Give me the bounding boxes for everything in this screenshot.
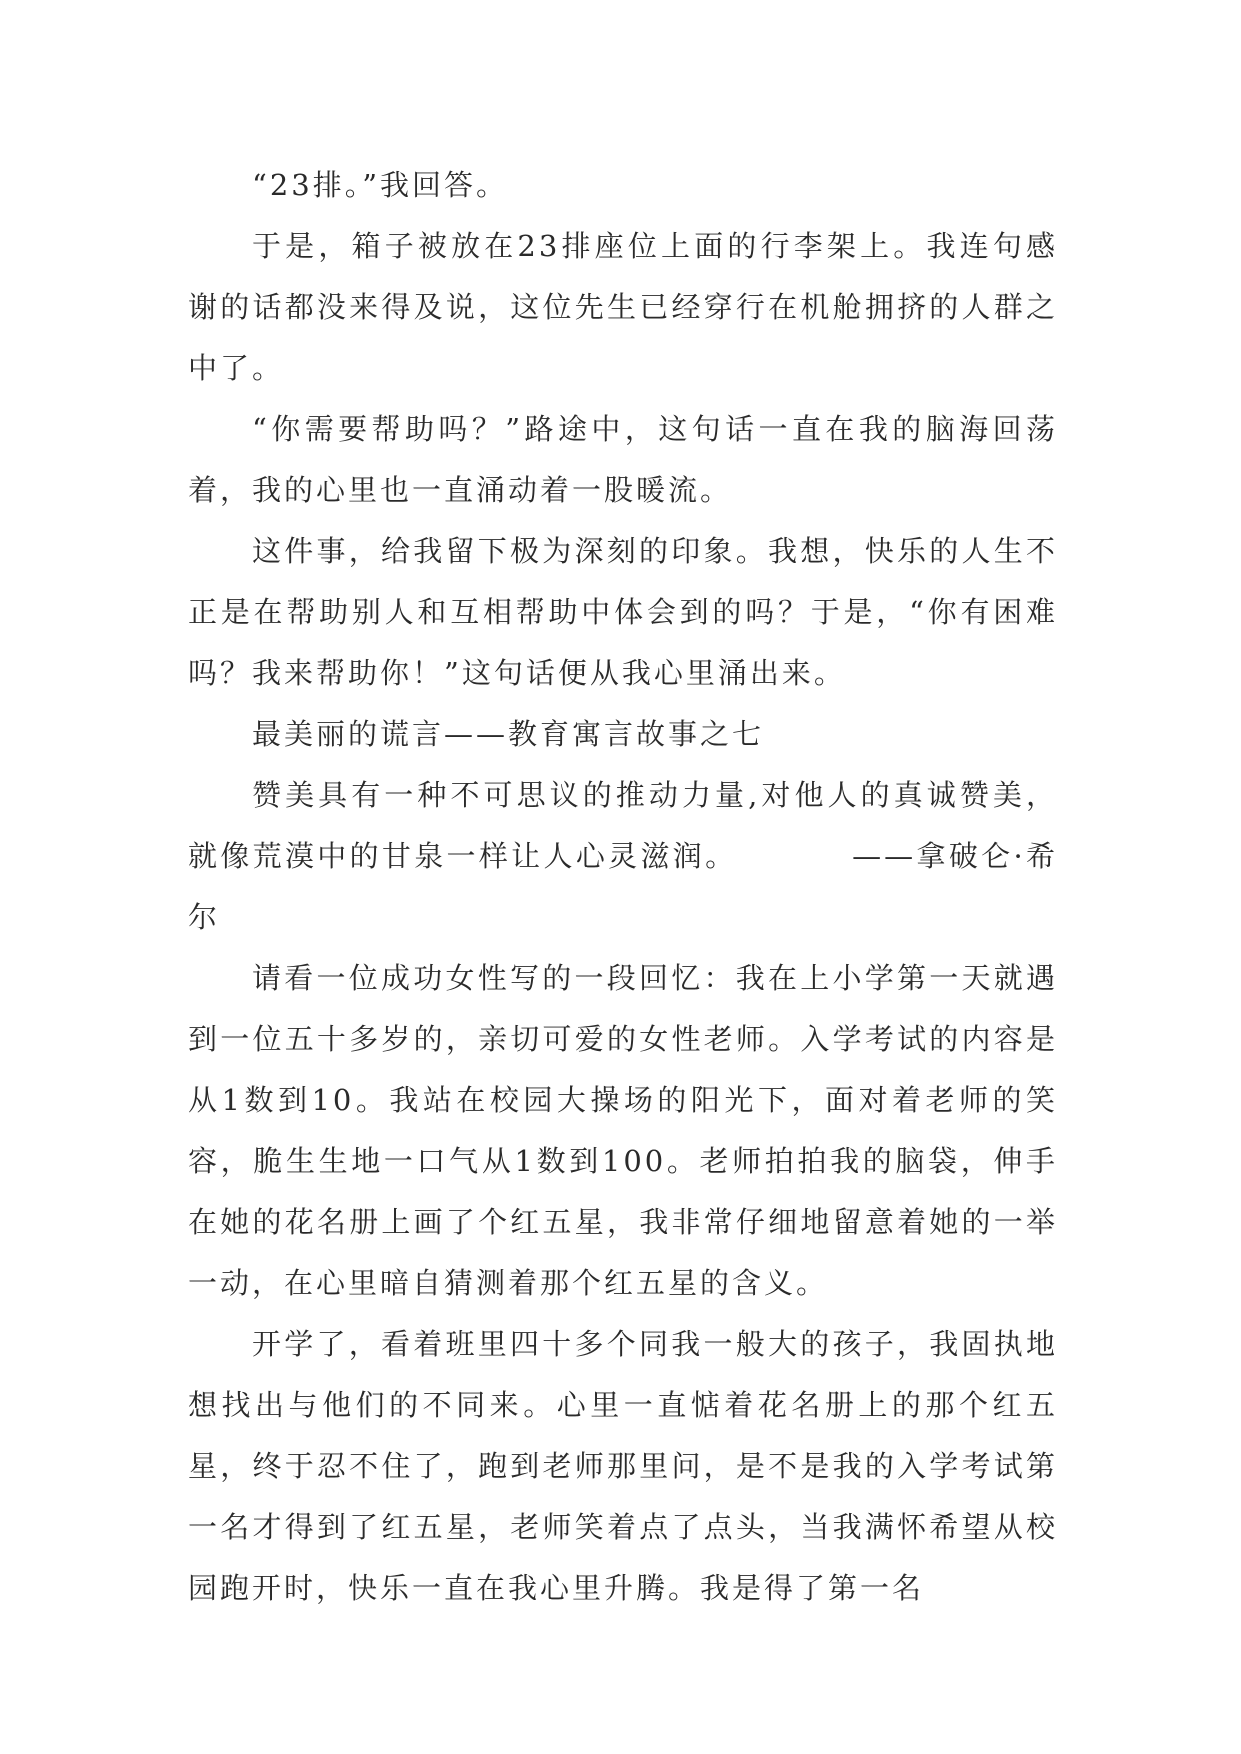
section-title: 最美丽的谎言——教育寓言故事之七 — [252, 717, 765, 751]
paragraph-luggage: 于是，箱子被放在23排座位上面的行李架上。我连句感谢的话都没来得及说，这位先生已经穿行在机舱拥挤的人群之中了。 — [188, 229, 1058, 385]
paragraph-answer: “23排。”我回答。 — [252, 168, 509, 202]
body-text — [188, 155, 1058, 1619]
paragraph-school-start: 开学了，看着班里四十多个同我一般大的孩子，我固执地想找出与他们的不同来。心里一直惦着花名册上的那个红五星，终于忍不住了，跑到老师那里问，是不是我的入学考试第一名才得到了红五星，老师笑着点了点头，当我满怀希望从校园跑开时，快乐一直在我心里升腾。我是得了第一名 — [188, 1327, 1058, 1605]
paragraph-impression: 这件事，给我留下极为深刻的印象。我想，快乐的人生不正是在帮助别人和互相帮助中体会到的吗？于是，“你有困难吗？我来帮助你！”这句话便从我心里涌出来。 — [188, 534, 1058, 690]
paragraph-memory: 请看一位成功女性写的一段回忆：我在上小学第一天就遇到一位五十多岁的，亲切可爱的女性老师。入学考试的内容是从1数到10。我站在校园大操场的阳光下，面对着老师的笑容，脆生生地一口气从1数到100。老师拍拍我的脑袋，伸手在她的花名册上画了个红五星，我非常仔细地留意着她的一举一动，在心里暗自猜测着那个红五星的含义。 — [188, 961, 1058, 1300]
paragraph-quote: 赞美具有一种不可思议的推动力量,对他人的真诚赞美，就像荒漠中的甘泉一样让人心灵滋润。 ——拿破仑·希尔 — [188, 778, 1058, 934]
paragraph-need-help: “你需要帮助吗？”路途中，这句话一直在我的脑海回荡着，我的心里也一直涌动着一股暖流。 — [188, 412, 1058, 507]
